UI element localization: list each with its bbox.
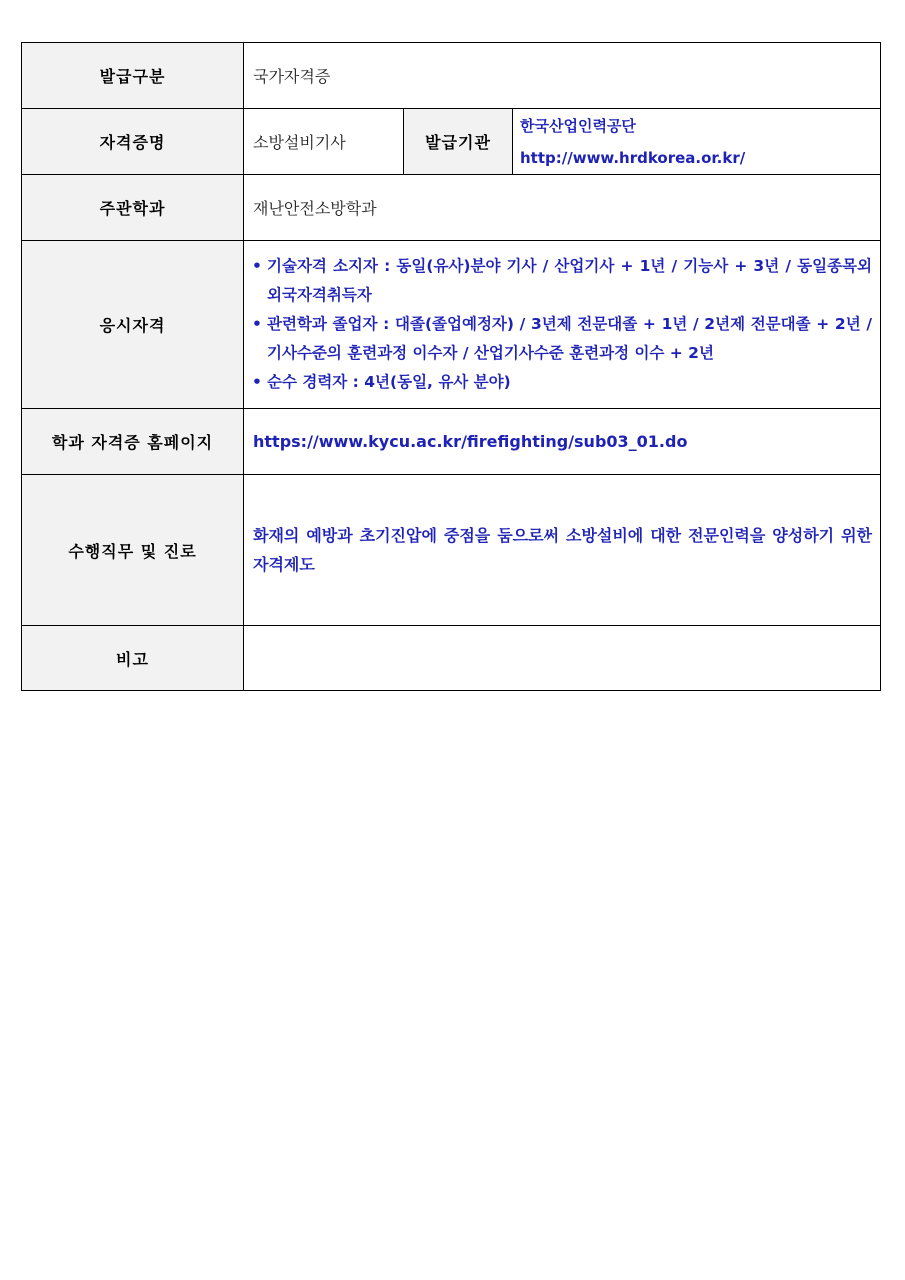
row-remarks (22, 626, 881, 691)
department-label: 주관학과 (22, 175, 244, 241)
eligibility-item-text: 기술자격 소지자 : 동일(유사)분야 기사 / 산업기사 + 1년 / 기능사 + 3년 / 동일종목외 외국자격취득자 (267, 257, 872, 304)
eligibility-item (251, 368, 872, 397)
row-homepage (22, 409, 881, 475)
eligibility-item (251, 310, 872, 368)
eligibility-item-text: 관련학과 졸업자 : 대졸(졸업예정자) / 3년제 전문대졸 + 1년 / 2년제 전문대졸 + 2년 /기사수준의 훈련과정 이수자 / 산업기사수준 훈련과정 이수 + 2년 (267, 315, 872, 362)
issue-type-label: 발급구분 (22, 43, 244, 109)
row-eligibility (22, 241, 881, 409)
career-value: 화재의 예방과 초기진압에 중점을 둠으로써 소방설비에 대한 전문인력을 양성하기 위한 자격제도 (244, 475, 881, 626)
eligibility-item-text: 순수 경력자 : 4년(동일, 유사 분야) (267, 373, 511, 391)
issue-type-value: 국가자격증 (244, 43, 881, 109)
eligibility-list (244, 241, 881, 409)
homepage-label: 학과 자격증 홈페이지 (22, 409, 244, 475)
issuer-name: 한국산업인력공단 (520, 116, 636, 135)
remarks-label: 비고 (22, 626, 244, 691)
bullet-glyph: • (252, 373, 262, 391)
row-department (22, 175, 881, 241)
issuer-url-link[interactable]: http://www.hrdkorea.or.kr/ (520, 148, 746, 167)
row-cert-name (22, 109, 881, 175)
issuer-label: 발급기관 (404, 109, 513, 175)
cert-name-value: 소방설비기사 (244, 109, 404, 175)
certificate-info-table (21, 42, 881, 691)
eligibility-label: 응시자격 (22, 241, 244, 409)
cert-name-label: 자격증명 (22, 109, 244, 175)
career-label: 수행직무 및 진로 (22, 475, 244, 626)
bullet-glyph: • (252, 315, 262, 333)
remarks-value (244, 626, 881, 691)
department-value: 재난안전소방학과 (244, 175, 881, 241)
row-career (22, 475, 881, 626)
issuer-cell (513, 109, 881, 175)
homepage-link[interactable]: https://www.kycu.ac.kr/firefighting/sub03_01.do (244, 409, 881, 475)
eligibility-item (251, 252, 872, 310)
row-issue-type (22, 43, 881, 109)
bullet-glyph: • (252, 257, 262, 275)
